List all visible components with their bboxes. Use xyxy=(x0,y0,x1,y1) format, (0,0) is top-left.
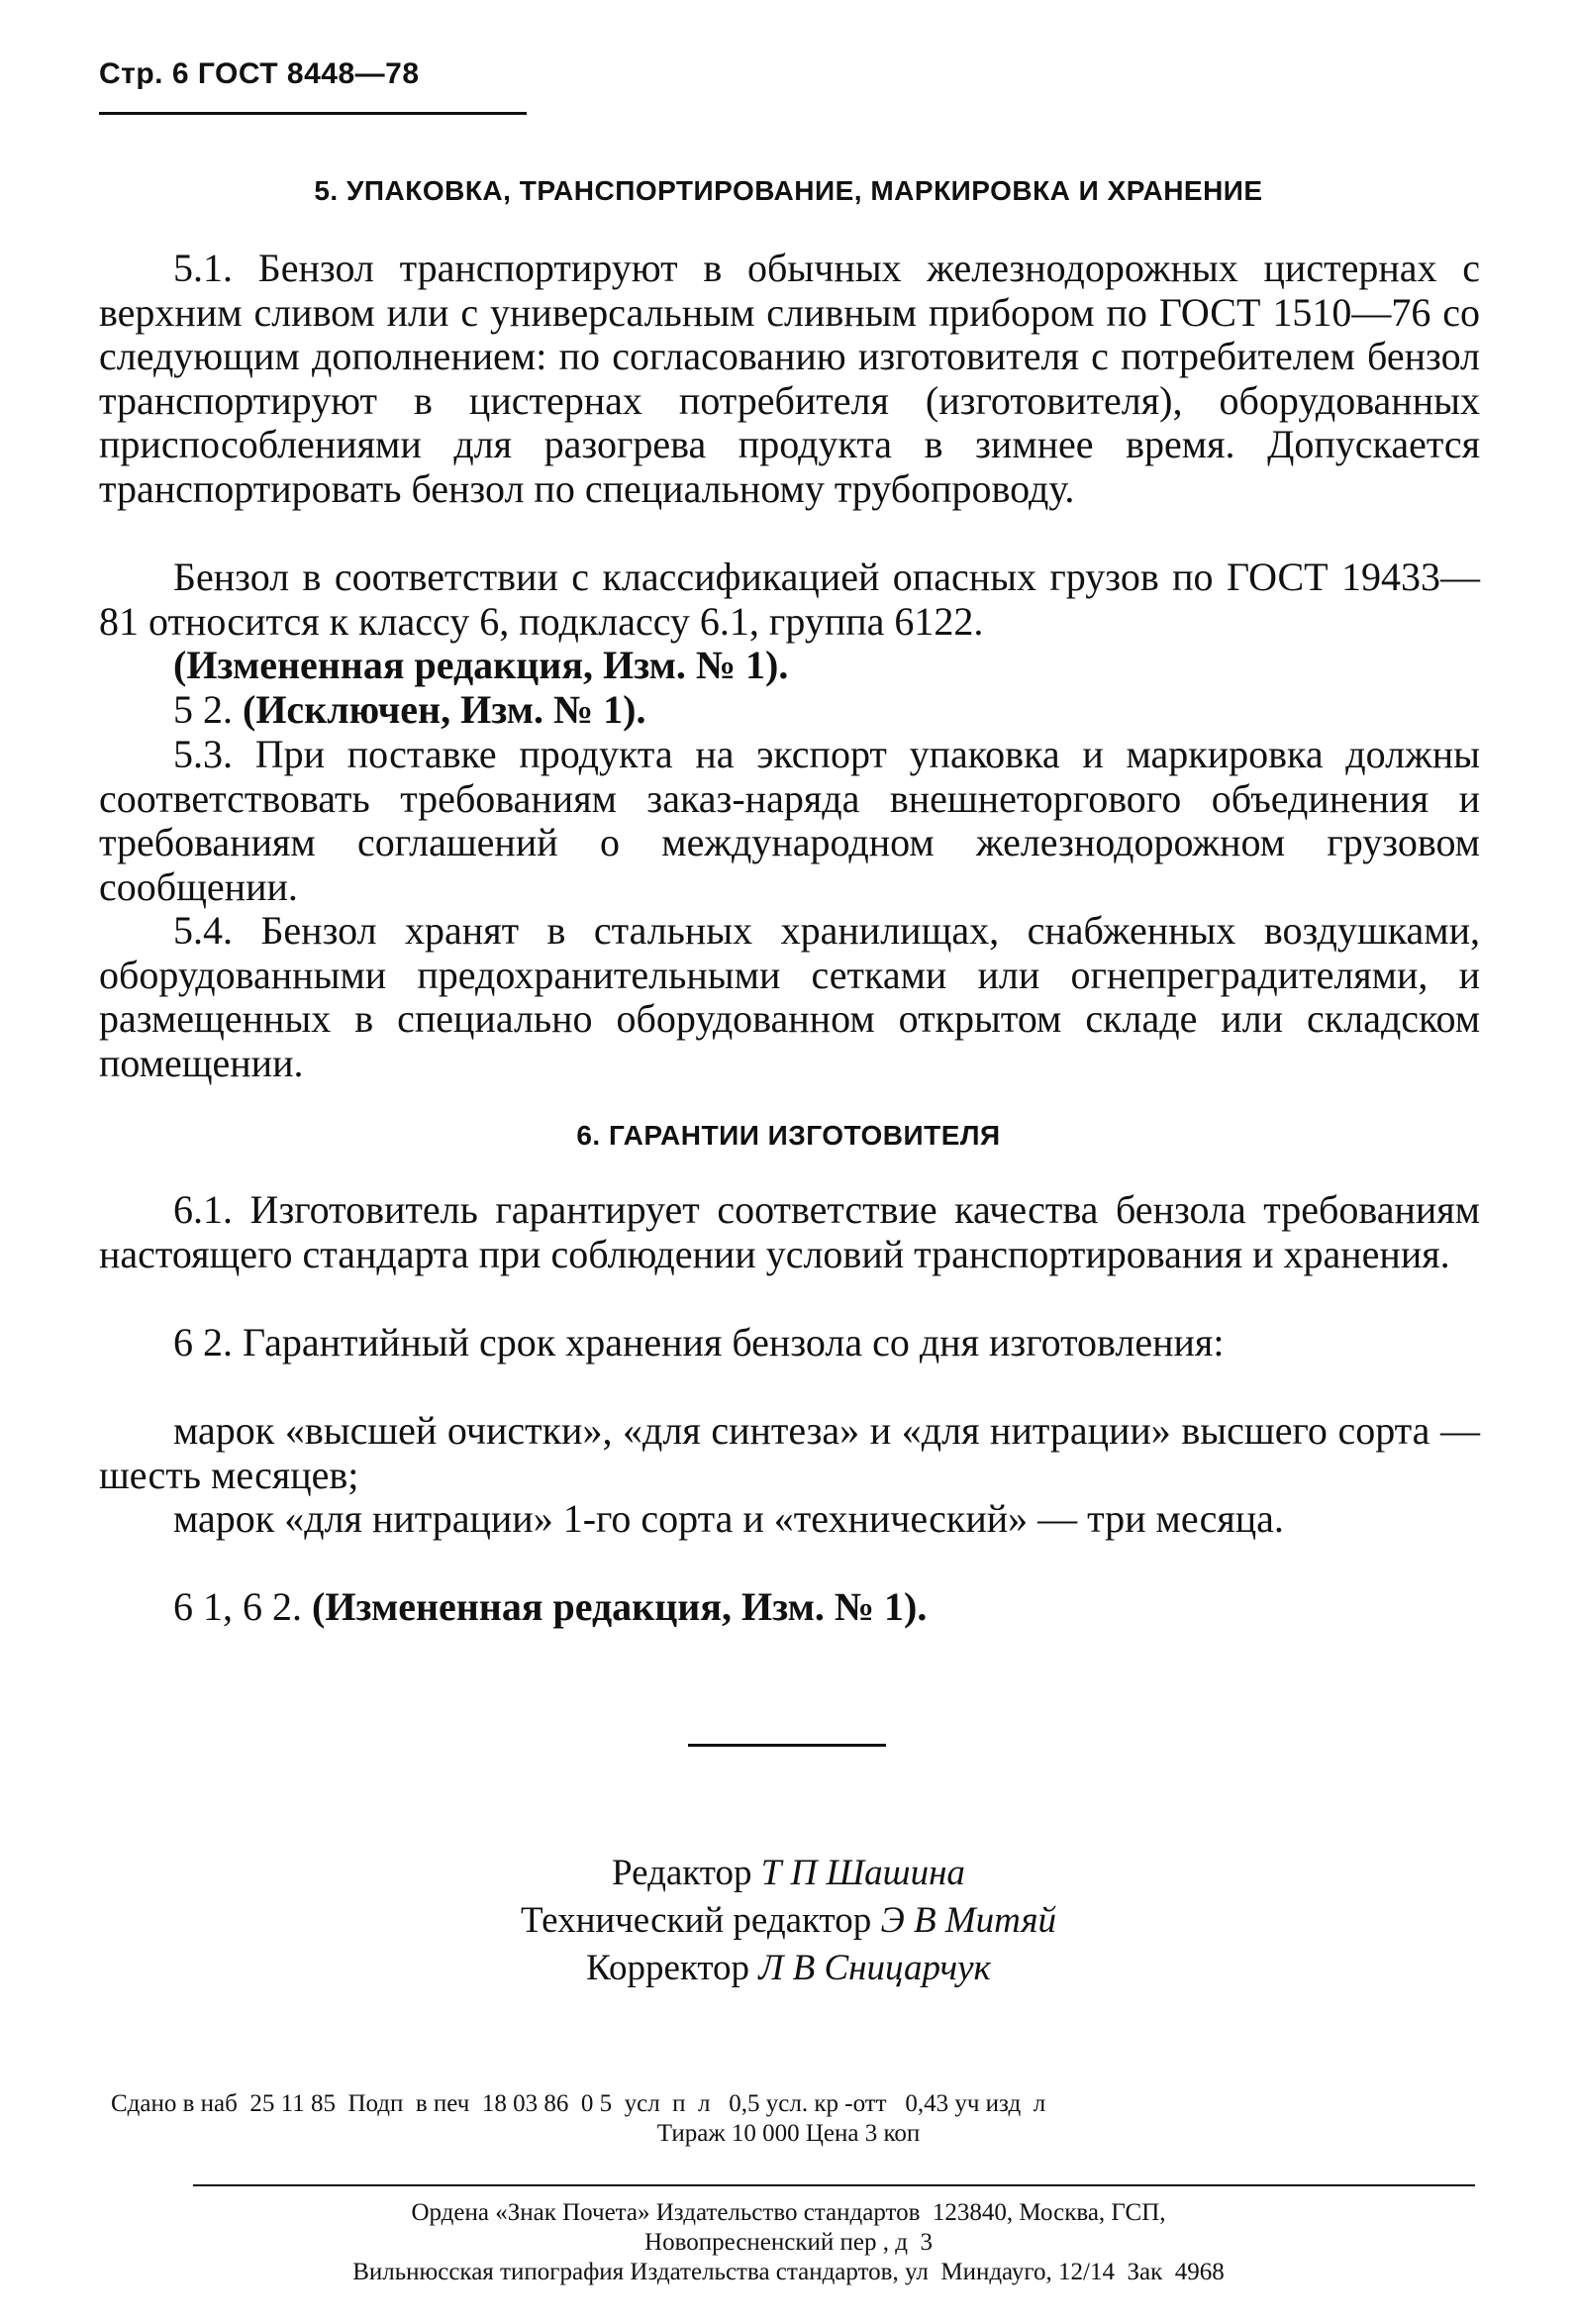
amendment-note-1: (Измененная редакция, Изм. № 1). xyxy=(173,643,789,687)
amendment-note-2 xyxy=(173,1585,927,1630)
credit-tech-editor xyxy=(0,1899,1577,1942)
credit-corrector-label: Корректор xyxy=(586,1948,750,1988)
imprint-line-5: Вильнюсская типография Издательства стандартов, ул Миндауго, 12/14 Зак 4968 xyxy=(352,2259,1225,2285)
paragraph-5-4-text: 5.4. Бензол хранят в стальных хранилищах, снабженных воздушками, оборудованными предохранительными сетками или огнепреградителями, и размещенных в специально оборудованном открытом складе или складском помещении. xyxy=(99,908,1480,1085)
paragraph-5-2 xyxy=(173,688,645,733)
header-rule xyxy=(99,112,527,115)
credit-editor xyxy=(0,1852,1577,1894)
credit-editor-label: Редактор xyxy=(612,1853,752,1893)
imprint-line-2: Тираж 10 000 Цена 3 коп xyxy=(656,2120,921,2147)
amendment-note-2-text: (Измененная редакция, Изм. № 1). xyxy=(312,1584,928,1629)
credit-editor-name: Т П Шашина xyxy=(760,1853,965,1893)
credit-corrector xyxy=(0,1947,1577,1989)
paragraph-6-2 xyxy=(99,1321,1480,1365)
paragraph-6-1-text: 6.1. Изготовитель гарантирует соответствие качества бензола требованиям настоящего стандарта при соблюдении условий транспортирования и хранения. xyxy=(99,1187,1480,1276)
paragraph-5-2-number: 5 2. xyxy=(173,687,233,732)
section-6-title: 6. ГАРАНТИИ ИЗГОТОВИТЕЛЯ xyxy=(576,1120,1001,1151)
imprint-line-3: Ордена «Знак Почета» Издательство стандартов 123840, Москва, ГСП, xyxy=(411,2199,1166,2226)
paragraph-5-1-class xyxy=(99,556,1480,644)
page-header: Стр. 6 ГОСТ 8448—78 xyxy=(99,57,420,90)
section-5-title: 5. УПАКОВКА, ТРАНСПОРТИРОВАНИЕ, МАРКИРОВКА И ХРАНЕНИЕ xyxy=(314,175,1263,206)
paragraph-5-3-text: 5.3. При поставке продукта на экспорт упаковка и маркировка должны соответствовать требованиям заказ-наряда внешнеторгового объединения и требованиям соглашений о международном железнодорожном грузовом сообщении. xyxy=(99,732,1480,909)
credit-corrector-name: Л В Сницарчук xyxy=(758,1948,991,1988)
imprint-line-4: Новопресненский пер , д 3 xyxy=(644,2229,933,2256)
credit-tech-editor-name: Э В Митяй xyxy=(880,1900,1057,1941)
paragraph-6-2-other-grades-text: марок «для нитрации» 1-го сорта и «технический» — три месяца. xyxy=(173,1496,1284,1541)
imprint-rule xyxy=(193,2184,1475,2186)
paragraph-6-2-top-grades-text: марок «высшей очистки», «для синтеза» и «для нитрации» высшего сорта — шесть месяцев; xyxy=(99,1408,1480,1497)
imprint-line-1: Сдано в наб 25 11 85 Подп в печ 18 03 86 0 5 усл п л 0,5 усл. кр -отт 0,43 уч изд л xyxy=(111,2090,1046,2117)
paragraph-5-1-text: 5.1. Бензол транспортируют в обычных железнодорожных цистернах с верхним сливом или с универсальным сливным прибором по ГОСТ 1510—76 со следующим дополнением: по согласованию изготовителя с потребителем бензол транспортируют в цистернах потребителя (изготовителя), оборудованных приспособлениями для разогрева продукта в зимнее время. Допускается транспортировать бензол по специальному трубопроводу. xyxy=(99,246,1480,511)
credit-tech-editor-label: Технический редактор xyxy=(520,1900,872,1941)
paragraph-5-2-text: (Исключен, Изм. № 1). xyxy=(243,687,646,732)
paragraph-5-4 xyxy=(99,909,1480,1085)
paragraph-6-2-text: 6 2. Гарантийный срок хранения бензола со дня изготовления: xyxy=(173,1320,1225,1364)
separator-rule xyxy=(688,1744,886,1747)
paragraph-6-2-other-grades xyxy=(99,1497,1480,1542)
amendment-note-2-number: 6 1, 6 2. xyxy=(173,1584,302,1629)
paragraph-5-3 xyxy=(99,733,1480,909)
paragraph-6-2-top-grades xyxy=(99,1409,1480,1497)
paragraph-5-1-class-text: Бензол в соответствии с классификацией опасных грузов по ГОСТ 19433—81 относится к классу 6, подклассу 6.1, группа 6122. xyxy=(99,555,1480,644)
paragraph-6-1 xyxy=(99,1188,1480,1276)
paragraph-5-1 xyxy=(99,247,1480,512)
